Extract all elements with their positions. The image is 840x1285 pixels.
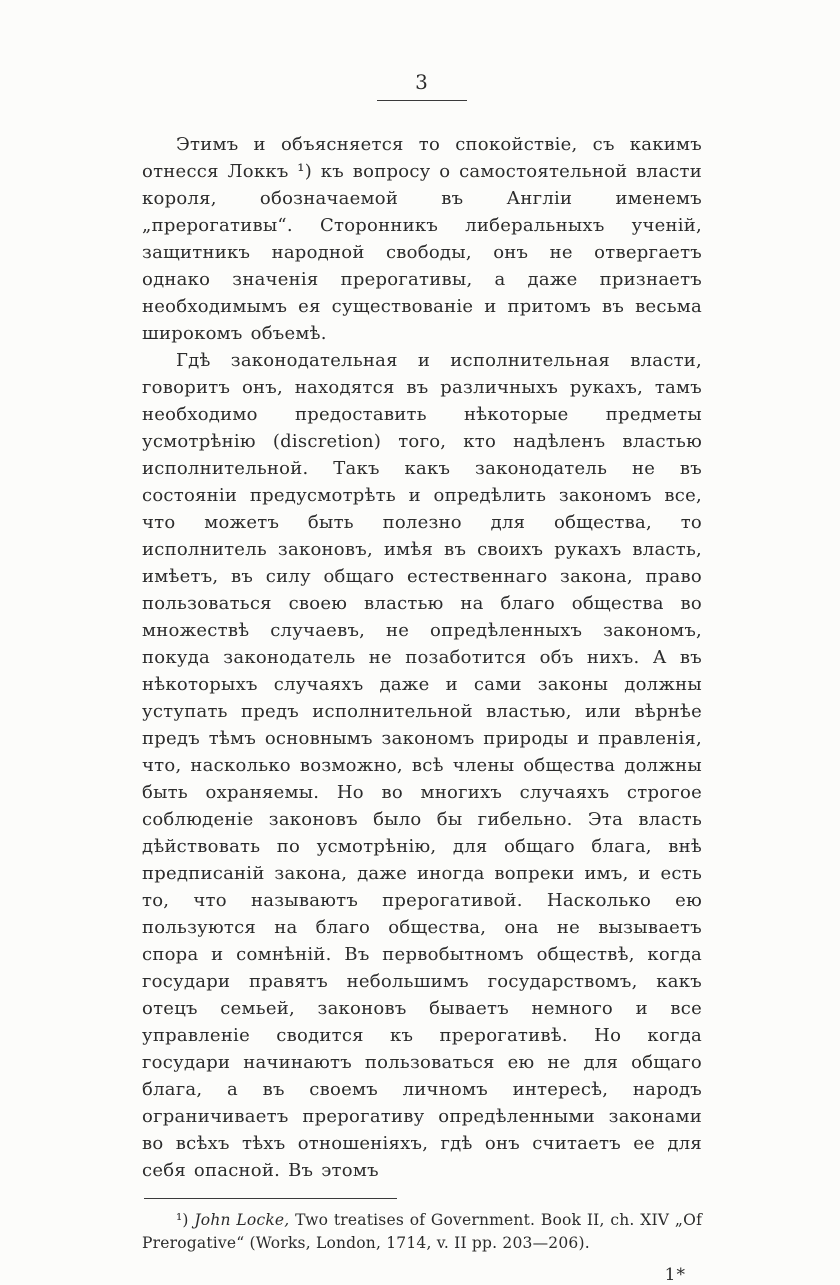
- footnote-reference: Two treatises of Government. Book II, ch. XIV „Of Prerogative“ (Works, London, 1714, v. II pp. 203—206).: [142, 1211, 703, 1252]
- footnote: [142, 1198, 702, 1255]
- body-paragraph: Этимъ и объясняется то спокойствіе, съ какимъ отнесся Локкъ ¹) къ вопросу о самостоятельной власти короля, обозначаемой въ Англіи именемъ „прерогативы“. Сторонникъ либеральныхъ ученій, защитникъ народной свободы, онъ не отвергаетъ однако значенія прерогативы, а даже признаетъ необходимымъ ея существованіе и притомъ въ весьма широкомъ объемѣ.: [142, 134, 702, 344]
- footnote-separator-rule: [144, 1198, 397, 1199]
- printers-signature-mark: 1*: [664, 1265, 686, 1285]
- page-number-rule: [377, 100, 467, 101]
- footnote-text: [142, 1209, 702, 1255]
- body-text: [142, 131, 702, 1184]
- body-paragraph: Гдѣ законодательная и исполнительная власти, говоритъ онъ, находятся въ различныхъ рукахъ, тамъ необходимо предоставить нѣкоторые предметы усмотрѣнію (discretion) того, кто надѣленъ властью исполнительной. Такъ какъ законодатель не въ состояніи предусмотрѣть и опредѣлить закономъ все, что можетъ быть полезно для общества, то исполнитель законовъ, имѣя въ своихъ рукахъ власть, имѣетъ, въ силу общаго естественнаго закона, право пользоваться своею властью на благо общества во множествѣ случаевъ, не опредѣленныхъ закономъ, покуда законодатель не позаботится объ нихъ. А въ нѣкоторыхъ случаяхъ даже и сами законы должны уступать предъ исполнительной властью, или вѣрнѣе предъ тѣмъ основнымъ закономъ природы и правленія, что, насколько возможно, всѣ члены общества должны быть охраняемы. Но во многихъ случаяхъ строгое соблюденіе законовъ было бы гибельно. Эта власть дѣйствовать по усмотрѣнію, для общаго блага, внѣ предписаній закона, даже иногда вопреки имъ, и есть то, что называютъ прерогативой. Насколько ею пользуются на благо общества, она не вызываетъ спора и сомнѣній. Въ первобытномъ обществѣ, когда государи правятъ небольшимъ государствомъ, какъ отецъ семьей, законовъ бываетъ немного и все управленіе сводится къ прерогативѣ. Но когда государи начинаютъ пользоваться ею не для общаго блага, а въ своемъ личномъ интересѣ, народъ ограничиваетъ прерогативу опредѣленными законами во всѣхъ тѣхъ отношеніяхъ, гдѣ онъ считаетъ ее для себя опасной. Въ этомъ: [142, 350, 702, 1181]
- footnote-author: John Locke,: [194, 1211, 290, 1229]
- footnote-marker: ¹): [176, 1211, 195, 1229]
- book-page: [142, 70, 702, 1285]
- page-number: 3: [415, 70, 429, 94]
